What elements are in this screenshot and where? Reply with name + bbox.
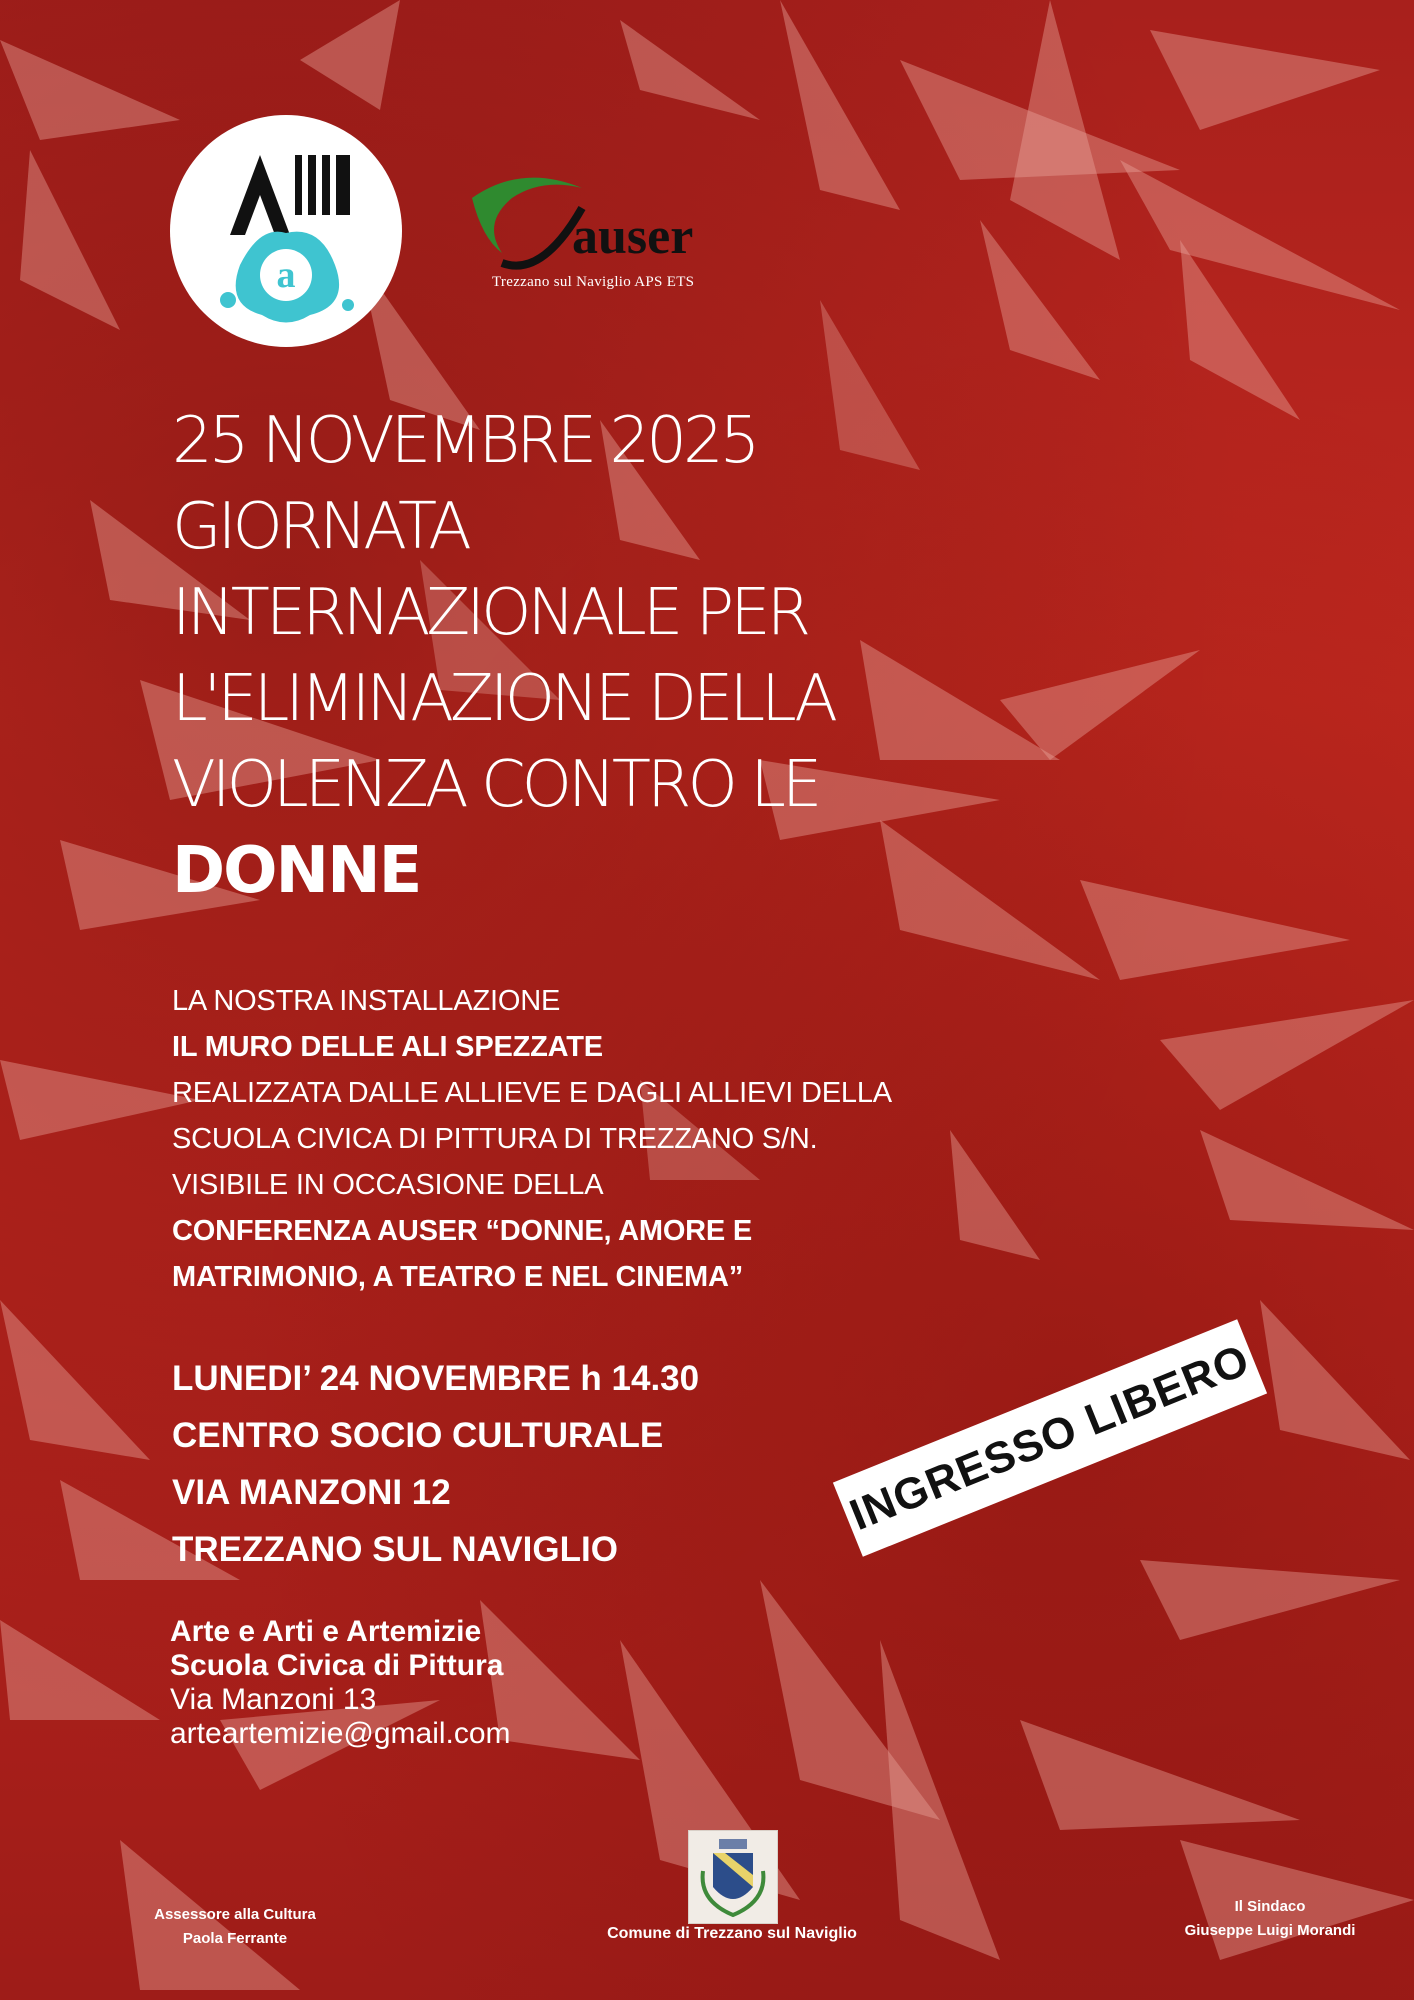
event-venue: CENTRO SOCIO CULTURALE [172,1416,664,1455]
municipal-crest-icon [689,1831,777,1923]
installation-text [172,978,892,1300]
event-details [172,1350,699,1578]
headline-line-4: L'ELIMINAZIONE DELLA [172,662,834,736]
headline-date: 25 NOVEMBRE 2025 [172,404,757,478]
footer-right-title: Il Sindaco [1234,1898,1306,1915]
arte-e-arti-logo-icon [170,115,402,347]
headline-line-3: INTERNAZIONALE PER [172,576,808,650]
installation-line-3: REALIZZATA DALLE ALLIEVE E DAGLI ALLIEVI DELLA [172,1077,892,1109]
headline [172,398,834,914]
installation-title: IL MURO DELLE ALI SPEZZATE [172,1031,603,1063]
school-address: Via Manzoni 13 [170,1683,377,1716]
school-name-1: Arte e Arti e Artemizie [170,1615,482,1648]
headline-donne: DONNE [172,834,421,908]
installation-line-5: VISIBILE IN OCCASIONE DELLA [172,1169,604,1201]
footer-left-name: Paola Ferrante [182,1930,288,1947]
auser-name: auser [572,208,694,265]
footer-right-name: Giuseppe Luigi Morandi [1184,1922,1356,1939]
arte-logo [170,115,402,347]
footer-left-title: Assessore alla Cultura [154,1906,316,1923]
event-date-time: LUNEDI’ 24 NOVEMBRE h 14.30 [172,1359,700,1398]
headline-line-5: VIOLENZA CONTRO LE [172,748,819,822]
footer-assessore [110,1903,360,1951]
municipal-crest [688,1830,778,1924]
conference-line-1: CONFERENZA AUSER “DONNE, AMORE E [172,1215,753,1247]
headline-line-2: GIORNATA [172,490,468,564]
installation-line-4: SCUOLA CIVICA DI PITTURA DI TREZZANO S/N. [172,1123,818,1155]
footer-comune: Comune di Trezzano sul Naviglio [607,1925,857,1942]
svg-text:a: a [276,254,296,296]
school-name-2: Scuola Civica di Pittura [170,1649,504,1682]
installation-line-1: LA NOSTRA INSTALLAZIONE [172,985,561,1017]
auser-subtitle: Trezzano sul Naviglio APS ETS [492,274,695,290]
footer-sindaco [1140,1895,1400,1943]
event-address: VIA MANZONI 12 [172,1473,451,1512]
conference-line-2: MATRIMONIO, A TEATRO E NEL CINEMA” [172,1261,744,1293]
school-email: arteartemizie@gmail.com [170,1717,511,1750]
school-info [170,1615,511,1751]
free-entry-label: INGRESSO LIBERO [843,1335,1257,1540]
event-city: TREZZANO SUL NAVIGLIO [172,1530,618,1569]
